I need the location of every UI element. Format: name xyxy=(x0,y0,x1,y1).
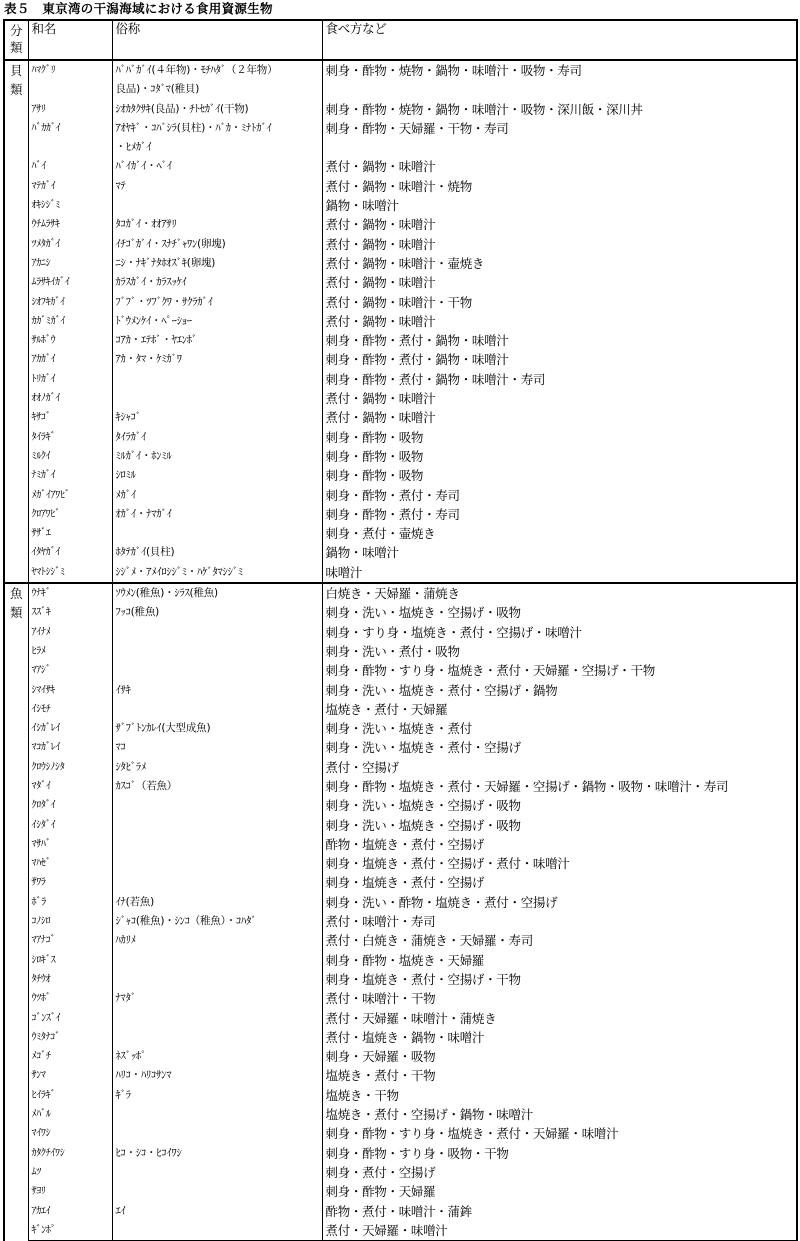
alias-cell: ﾒｶﾞｲ xyxy=(112,486,322,505)
header-row xyxy=(4,20,797,60)
alias-cell: ﾆｼ・ﾅｷﾞﾅﾀﾎｵｽﾞｷ(卵塊) xyxy=(112,254,322,273)
name-cell xyxy=(28,80,112,99)
name-cell: ｱｲﾅﾒ xyxy=(28,623,112,642)
alias-cell: ﾋｺ・ｼｺ・ﾋｺｲﾜｼ xyxy=(112,1144,322,1163)
table-row xyxy=(4,681,797,700)
name-cell: ﾏﾃｶﾞｲ xyxy=(28,177,112,196)
alias-cell xyxy=(112,854,322,873)
alias-cell: ｵｶﾞｲ・ﾅﾏｶﾞｲ xyxy=(112,505,322,524)
name-cell: ﾋｲﾗｷﾞ xyxy=(28,1086,112,1105)
alias-cell xyxy=(112,835,322,854)
uses-cell: 煮付・鍋物・味噌汁 xyxy=(322,235,797,254)
table-row xyxy=(4,350,797,369)
table-row xyxy=(4,758,797,777)
alias-cell xyxy=(112,970,322,989)
name-cell: ﾏｱｼﾞ xyxy=(28,661,112,680)
uses-cell: 煮付・鍋物・味噌汁・焼物 xyxy=(322,177,797,196)
table-row xyxy=(4,428,797,447)
alias-cell xyxy=(112,1163,322,1182)
uses-cell: 刺身・酢物・吸物 xyxy=(322,428,797,447)
alias-cell xyxy=(112,196,322,215)
uses-cell: 煮付・塩焼き・鍋物・味噌汁 xyxy=(322,1028,797,1047)
table-row xyxy=(4,254,797,273)
name-cell: ﾊﾞｶｶﾞｲ xyxy=(28,119,112,138)
table-row xyxy=(4,873,797,892)
table-row xyxy=(4,603,797,622)
table-row xyxy=(4,1105,797,1124)
name-cell: ﾒﾊﾞﾙ xyxy=(28,1105,112,1124)
table-row xyxy=(4,623,797,642)
alias-cell xyxy=(112,642,322,661)
alias-cell xyxy=(112,623,322,642)
table-row xyxy=(4,447,797,466)
name-cell: ﾀﾁｳｵ xyxy=(28,970,112,989)
uses-cell: 煮付・鍋物・味噌汁 xyxy=(322,312,797,331)
table-row xyxy=(4,719,797,738)
alias-cell: ｿｳﾒﾝ(稚魚)・ｼﾗｽ(稚魚) xyxy=(112,583,322,603)
name-cell: ﾐﾙｸｲ xyxy=(28,447,112,466)
uses-cell: 刺身・酢物・天婦羅 xyxy=(322,1182,797,1201)
alias-cell: ﾀｺｶﾞｲ・ｵｵｱｻﾘ xyxy=(112,215,322,234)
uses-cell: 塩焼き・干物 xyxy=(322,1086,797,1105)
uses-cell: 刺身・煮付・壷焼き xyxy=(322,524,797,543)
header-uses: 食べ方など xyxy=(322,20,797,60)
table-row xyxy=(4,970,797,989)
name-cell: ﾋﾗﾒ xyxy=(28,642,112,661)
table-row xyxy=(4,1182,797,1201)
table-row xyxy=(4,505,797,524)
name-cell: ｳﾅｷﾞ xyxy=(28,583,112,603)
table-row xyxy=(4,293,797,312)
alias-cell: ﾊｶﾘﾒ xyxy=(112,931,322,950)
name-cell: ｳﾐﾀﾅｺﾞ xyxy=(28,1028,112,1047)
table-row xyxy=(4,1066,797,1085)
table-row xyxy=(4,583,797,603)
header-name: 和名 xyxy=(28,20,112,60)
table-row xyxy=(4,931,797,950)
table-row xyxy=(4,100,797,119)
name-cell: ﾊﾞｲ xyxy=(28,157,112,176)
uses-cell: 煮付・鍋物・味噌汁 xyxy=(322,157,797,176)
name-cell: ﾒｺﾞﾁ xyxy=(28,1047,112,1066)
name-cell: ｱｶﾆｼ xyxy=(28,254,112,273)
uses-cell: 刺身・洗い・塩焼き・煮付 xyxy=(322,719,797,738)
table-row xyxy=(4,235,797,254)
name-cell: ｺﾉｼﾛ xyxy=(28,912,112,931)
table-row xyxy=(4,119,797,138)
uses-cell: 煮付・鍋物・味噌汁 xyxy=(322,215,797,234)
name-cell: ｵｵﾉｶﾞｲ xyxy=(28,389,112,408)
name-cell: ｸﾛｳｼﾉｼﾀ xyxy=(28,758,112,777)
name-cell: ｼﾏｲｻｷ xyxy=(28,681,112,700)
name-cell: ｻﾙﾎﾞｳ xyxy=(28,331,112,350)
name-cell: ﾏｻﾊﾞ xyxy=(28,835,112,854)
name-cell: ｼｵﾌｷｶﾞｲ xyxy=(28,293,112,312)
table-row xyxy=(4,486,797,505)
name-cell: ﾏﾊｾﾞ xyxy=(28,854,112,873)
name-cell: ｷﾞﾝﾎﾟ xyxy=(28,1221,112,1241)
alias-cell xyxy=(112,1105,322,1124)
table-row xyxy=(4,524,797,543)
table-row xyxy=(4,1009,797,1028)
name-cell: ﾏﾀﾞｲ xyxy=(28,777,112,796)
alias-cell: ｶﾗｽｶﾞｲ・ｶﾗｽｯｹｲ xyxy=(112,273,322,292)
table-row xyxy=(4,893,797,912)
alias-cell xyxy=(112,524,322,543)
uses-cell: 刺身・洗い・煮付・吸物 xyxy=(322,642,797,661)
table-row xyxy=(4,80,797,99)
uses-cell: 煮付・天婦羅・味噌汁・蒲焼き xyxy=(322,1009,797,1028)
uses-cell: 塩焼き・煮付・天婦羅 xyxy=(322,700,797,719)
alias-cell xyxy=(112,873,322,892)
alias-cell xyxy=(112,700,322,719)
table-row xyxy=(4,816,797,835)
table-row xyxy=(4,1086,797,1105)
uses-cell: 刺身・酢物・塩焼き・煮付・天婦羅・空揚げ・鍋物・吸物・味噌汁・寿司 xyxy=(322,777,797,796)
name-cell: ﾒｶﾞｲｱﾜﾋﾞ xyxy=(28,486,112,505)
uses-cell: 刺身・酢物・焼物・鍋物・味噌汁・吸物・寿司 xyxy=(322,60,797,80)
name-cell: ﾏｲﾜｼ xyxy=(28,1124,112,1143)
table-row xyxy=(4,177,797,196)
table-row xyxy=(4,700,797,719)
table-row xyxy=(4,370,797,389)
category-cell: 貝類 xyxy=(4,60,28,583)
uses-cell: 塩焼き・煮付・空揚げ・鍋物・味噌汁 xyxy=(322,1105,797,1124)
alias-cell xyxy=(112,1009,322,1028)
name-cell: ｲｼﾓﾁ xyxy=(28,700,112,719)
uses-cell: 刺身・酢物・すり身・吸物・干物 xyxy=(322,1144,797,1163)
uses-cell: 刺身・酢物・塩焼き・天婦羅 xyxy=(322,951,797,970)
name-cell: ｵｷｼｼﾞﾐ xyxy=(28,196,112,215)
name-cell: ｶｶﾞﾐｶﾞｲ xyxy=(28,312,112,331)
table-row xyxy=(4,543,797,562)
name-cell: ﾂﾒﾀｶﾞｲ xyxy=(28,235,112,254)
alias-cell: ﾌﾞﾌﾞ・ﾂﾌﾞｸﾜ・ｻｸﾗｶﾞｲ xyxy=(112,293,322,312)
uses-cell xyxy=(322,138,797,157)
uses-cell: 刺身・すり身・塩焼き・煮付・空揚げ・味噌汁 xyxy=(322,623,797,642)
table-row xyxy=(4,389,797,408)
uses-cell: 刺身・洗い・塩焼き・煮付・空揚げ・鍋物 xyxy=(322,681,797,700)
table-row xyxy=(4,912,797,931)
table-row xyxy=(4,1047,797,1066)
name-cell: ｷｻｺﾞ xyxy=(28,408,112,427)
table-row xyxy=(4,60,797,80)
name-cell: ｻﾖﾘ xyxy=(28,1182,112,1201)
table-row xyxy=(4,331,797,350)
table-row xyxy=(4,466,797,485)
table-row xyxy=(4,989,797,1008)
table-row xyxy=(4,1028,797,1047)
uses-cell: 刺身・酢物・煮付・寿司 xyxy=(322,486,797,505)
uses-cell: 煮付・味噌汁・寿司 xyxy=(322,912,797,931)
name-cell: ｼﾛｷﾞｽ xyxy=(28,951,112,970)
alias-cell: ｷｼｬｺﾞ xyxy=(112,408,322,427)
uses-cell: 刺身・酢物・煮付・鍋物・味噌汁 xyxy=(322,350,797,369)
uses-cell: 刺身・天婦羅・吸物 xyxy=(322,1047,797,1066)
name-cell: ﾎﾞﾗ xyxy=(28,893,112,912)
table-row xyxy=(4,312,797,331)
uses-cell: 煮付・鍋物・味噌汁・壷焼き xyxy=(322,254,797,273)
uses-cell: 刺身・洗い・塩焼き・空揚げ・吸物 xyxy=(322,796,797,815)
alias-cell: ｲﾁｺﾞｶﾞｲ・ｽﾅﾁﾞｬﾜﾝ(卵塊) xyxy=(112,235,322,254)
table-row xyxy=(4,951,797,970)
uses-cell: 刺身・煮付・空揚げ xyxy=(322,1163,797,1182)
alias-cell: ﾎﾀﾃｶﾞｲ(貝柱) xyxy=(112,543,322,562)
name-cell: ｸﾛﾀﾞｲ xyxy=(28,796,112,815)
alias-cell xyxy=(112,816,322,835)
alias-cell: ｼﾞｬｺ(稚魚)・ｼﾝｺ（稚魚）・ｺﾊﾀﾞ xyxy=(112,912,322,931)
uses-cell: 刺身・酢物・煮付・寿司 xyxy=(322,505,797,524)
alias-cell: ﾌｯｺ(稚魚) xyxy=(112,603,322,622)
uses-cell: 刺身・酢物・吸物 xyxy=(322,466,797,485)
name-cell: ｻｻﾞｴ xyxy=(28,524,112,543)
alias-cell xyxy=(112,1124,322,1143)
alias-cell: ﾐﾙｶﾞｲ・ﾎﾝﾐﾙ xyxy=(112,447,322,466)
uses-cell: 刺身・酢物・すり身・塩焼き・煮付・天婦羅・空揚げ・干物 xyxy=(322,661,797,680)
name-cell xyxy=(28,138,112,157)
name-cell: ｱｻﾘ xyxy=(28,100,112,119)
table-row xyxy=(4,563,797,583)
alias-cell: ﾊﾞﾊﾞｶﾞｲ(４年物)・ﾓﾁﾊﾀﾞ（２年物） xyxy=(112,60,322,80)
uses-cell: 刺身・洗い・塩焼き・空揚げ・吸物 xyxy=(322,816,797,835)
alias-cell: ｱｶ・ﾀﾏ・ｹﾐｶﾞﾜ xyxy=(112,350,322,369)
alias-cell: ﾄﾞｳﾒﾝｹｲ・ﾍﾟｰｼｮｰ xyxy=(112,312,322,331)
table-row xyxy=(4,196,797,215)
table-row xyxy=(4,1163,797,1182)
uses-cell: 刺身・酢物・すり身・塩焼き・煮付・天婦羅・味噌汁 xyxy=(322,1124,797,1143)
uses-cell: 刺身・塩焼き・煮付・空揚げ・煮付・味噌汁 xyxy=(322,854,797,873)
alias-cell xyxy=(112,951,322,970)
alias-cell: ｲｻｷ xyxy=(112,681,322,700)
uses-cell: 煮付・白焼き・蒲焼き・天婦羅・寿司 xyxy=(322,931,797,950)
category-cell: 魚類 xyxy=(4,583,28,1241)
name-cell: ｽｽﾞｷ xyxy=(28,603,112,622)
uses-cell: 刺身・酢物・天婦羅・干物・寿司 xyxy=(322,119,797,138)
uses-cell: 白焼き・天婦羅・蒲焼き xyxy=(322,583,797,603)
table-row xyxy=(4,661,797,680)
uses-cell: 煮付・空揚げ xyxy=(322,758,797,777)
name-cell: ﾑﾗｻｷｲｶﾞｲ xyxy=(28,273,112,292)
name-cell: ﾏｺｶﾞﾚｲ xyxy=(28,738,112,757)
alias-cell: ｻﾞﾌﾞﾄﾝｶﾚｲ(大型成魚) xyxy=(112,719,322,738)
uses-cell: 煮付・鍋物・味噌汁 xyxy=(322,273,797,292)
uses-cell: 鍋物・味噌汁 xyxy=(322,543,797,562)
table-row xyxy=(4,1144,797,1163)
uses-cell: 煮付・鍋物・味噌汁 xyxy=(322,408,797,427)
table-row xyxy=(4,642,797,661)
table-row xyxy=(4,738,797,757)
table-row xyxy=(4,796,797,815)
name-cell: ﾏｱﾅｺﾞ xyxy=(28,931,112,950)
uses-cell: 刺身・酢物・吸物 xyxy=(322,447,797,466)
alias-cell: ｼｼﾞﾒ・ｱﾒｲﾛｼｼﾞﾐ・ﾊｹﾞﾀﾏｼｼﾞﾐ xyxy=(112,563,322,583)
uses-cell: 酢物・煮付・味噌汁・蒲鉾 xyxy=(322,1202,797,1221)
alias-cell: ｺｱｶ・ｴﾃﾎﾞ・ﾔｴﾝﾎﾞ xyxy=(112,331,322,350)
alias-cell: ｲﾅ(若魚) xyxy=(112,893,322,912)
name-cell: ﾀｲﾗｷﾞ xyxy=(28,428,112,447)
uses-cell xyxy=(322,80,797,99)
uses-cell: 塩焼き・煮付・干物 xyxy=(322,1066,797,1085)
name-cell: ﾊﾏｸﾞﾘ xyxy=(28,60,112,80)
name-cell: ｳﾂﾎﾞ xyxy=(28,989,112,1008)
alias-cell xyxy=(112,661,322,680)
name-cell: ｶﾀｸﾁｲﾜｼ xyxy=(28,1144,112,1163)
alias-cell: ﾏｺ xyxy=(112,738,322,757)
uses-cell: 刺身・塩焼き・煮付・空揚げ・干物 xyxy=(322,970,797,989)
food-resources-table xyxy=(3,19,798,1241)
name-cell: ｲﾀﾔｶﾞｲ xyxy=(28,543,112,562)
alias-cell: ｷﾞﾗ xyxy=(112,1086,322,1105)
alias-cell: ﾊﾘｺ・ﾊﾘｺｻﾝﾏ xyxy=(112,1066,322,1085)
alias-cell: ｼｵｶﾀｸｻｷ(良品)・ﾁﾄｾｶﾞｲ(干物) xyxy=(112,100,322,119)
alias-cell xyxy=(112,1182,322,1201)
alias-cell: ｶｽｺﾞ（若魚） xyxy=(112,777,322,796)
uses-cell: 煮付・味噌汁・干物 xyxy=(322,989,797,1008)
header-category: 分類 xyxy=(4,20,28,60)
table-row xyxy=(4,215,797,234)
uses-cell: 刺身・酢物・焼物・鍋物・味噌汁・吸物・深川飯・深川丼 xyxy=(322,100,797,119)
name-cell: ｻﾜﾗ xyxy=(28,873,112,892)
uses-cell: 刺身・塩焼き・煮付・空揚げ xyxy=(322,873,797,892)
name-cell: ｱｶｶﾞｲ xyxy=(28,350,112,369)
uses-cell: 鍋物・味噌汁 xyxy=(322,196,797,215)
table-row xyxy=(4,157,797,176)
table-row xyxy=(4,1124,797,1143)
table-row xyxy=(4,777,797,796)
uses-cell: 味噌汁 xyxy=(322,563,797,583)
name-cell: ﾔﾏﾄｼｼﾞﾐ xyxy=(28,563,112,583)
alias-cell xyxy=(112,796,322,815)
alias-cell: ・ﾋﾒｶﾞｲ xyxy=(112,138,322,157)
name-cell: ｲｼｶﾞﾚｲ xyxy=(28,719,112,738)
alias-cell: ｴｲ xyxy=(112,1202,322,1221)
table-row xyxy=(4,1202,797,1221)
alias-cell: ﾏﾃ xyxy=(112,177,322,196)
name-cell: ｳﾁﾑﾗｻｷ xyxy=(28,215,112,234)
alias-cell: ｱｵﾔｷﾞ・ｺﾊﾞｼﾗ(貝柱)・ﾊﾞｶ・ﾐﾅﾄｶﾞｲ xyxy=(112,119,322,138)
alias-cell xyxy=(112,370,322,389)
alias-cell: ﾈｽﾞｯﾎﾟ xyxy=(112,1047,322,1066)
alias-cell: ﾅﾏﾀﾞ xyxy=(112,989,322,1008)
alias-cell: 良品)・ｺﾀﾞﾏ(稚貝) xyxy=(112,80,322,99)
alias-cell: ｼﾀﾋﾞﾗﾒ xyxy=(112,758,322,777)
uses-cell: 刺身・酢物・煮付・鍋物・味噌汁・寿司 xyxy=(322,370,797,389)
name-cell: ﾅﾐｶﾞｲ xyxy=(28,466,112,485)
name-cell: ｻﾝﾏ xyxy=(28,1066,112,1085)
name-cell: ﾄﾘｶﾞｲ xyxy=(28,370,112,389)
page-title: 表５ 東京湾の干潟海域における食用資源生物 xyxy=(4,1,273,16)
name-cell: ｺﾞﾝｽﾞｲ xyxy=(28,1009,112,1028)
table-row xyxy=(4,835,797,854)
name-cell: ｱｶｴｲ xyxy=(28,1202,112,1221)
name-cell: ﾑﾂ xyxy=(28,1163,112,1182)
alias-cell: ｼﾛﾐﾙ xyxy=(112,466,322,485)
uses-cell: 刺身・酢物・煮付・鍋物・味噌汁 xyxy=(322,331,797,350)
alias-cell: ﾊﾞｲｶﾞｲ・ﾍﾞｲ xyxy=(112,157,322,176)
uses-cell: 酢物・塩焼き・煮付・空揚げ xyxy=(322,835,797,854)
uses-cell: 煮付・鍋物・味噌汁 xyxy=(322,389,797,408)
uses-cell: 煮付・鍋物・味噌汁・干物 xyxy=(322,293,797,312)
table-row xyxy=(4,854,797,873)
table-row xyxy=(4,408,797,427)
table-row xyxy=(4,138,797,157)
alias-cell xyxy=(112,1221,322,1241)
uses-cell: 刺身・洗い・塩焼き・空揚げ・吸物 xyxy=(322,603,797,622)
header-alias: 俗称 xyxy=(112,20,322,60)
table-row xyxy=(4,1221,797,1241)
name-cell: ｸﾛｱﾜﾋﾞ xyxy=(28,505,112,524)
alias-cell xyxy=(112,1028,322,1047)
uses-cell: 煮付・天婦羅・味噌汁 xyxy=(322,1221,797,1241)
uses-cell: 刺身・洗い・塩焼き・煮付・空揚げ xyxy=(322,738,797,757)
name-cell: ｲｼﾀﾞｲ xyxy=(28,816,112,835)
alias-cell xyxy=(112,389,322,408)
alias-cell: ﾀｲﾗｶﾞｲ xyxy=(112,428,322,447)
table-row xyxy=(4,273,797,292)
uses-cell: 刺身・洗い・酢物・塩焼き・煮付・空揚げ xyxy=(322,893,797,912)
